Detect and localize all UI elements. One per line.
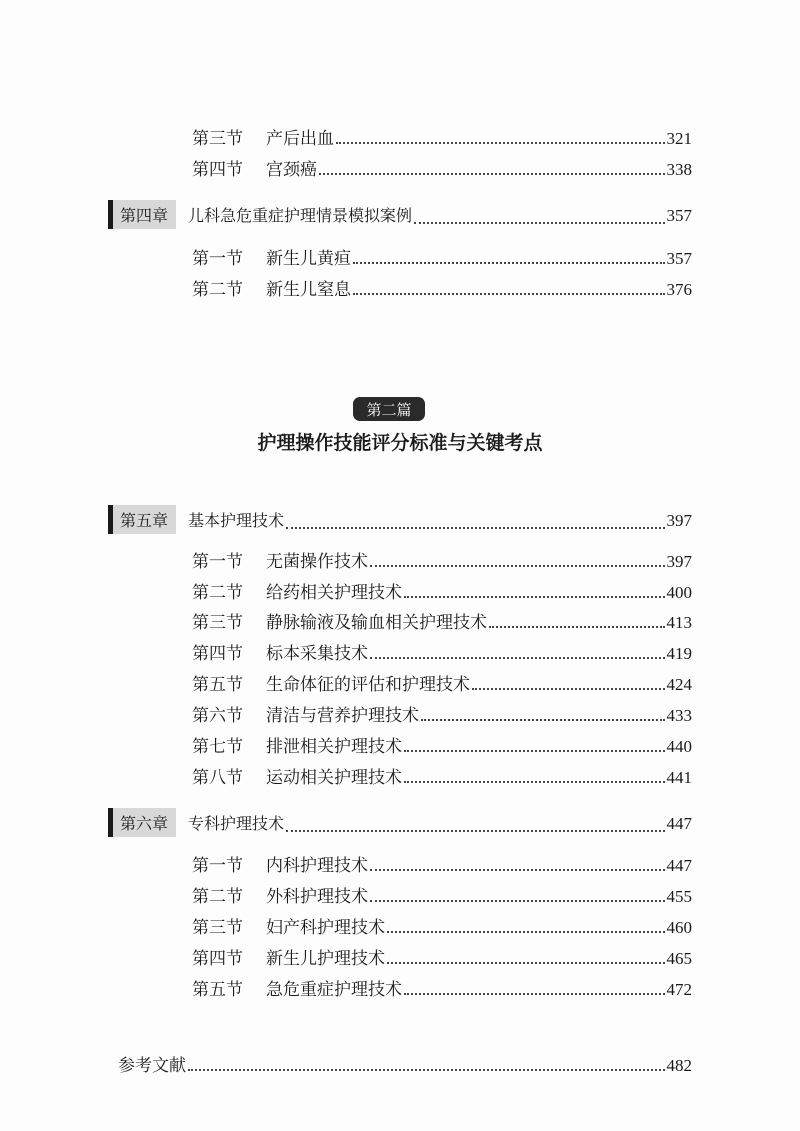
- chapter-title: 专科护理技术: [188, 814, 285, 833]
- section-number: 第二节: [192, 583, 243, 603]
- section-number: 第一节: [192, 249, 243, 269]
- chapter-label: 第六章: [108, 808, 176, 837]
- section-title: 标本采集技术: [266, 644, 368, 664]
- dot-leader: [336, 142, 665, 144]
- section-title: 宫颈癌: [266, 160, 317, 180]
- dot-leader: [370, 900, 665, 902]
- toc-entry[interactable]: [192, 913, 692, 938]
- section-number: 第五节: [192, 675, 243, 695]
- chapter-title: 基本护理技术: [188, 511, 285, 530]
- page-number: 447: [666, 814, 692, 833]
- toc-entry[interactable]: [192, 701, 692, 726]
- page-number: 441: [666, 768, 692, 787]
- references-entry[interactable]: [118, 1051, 692, 1076]
- dot-leader: [387, 931, 665, 933]
- section-title: 清洁与营养护理技术: [266, 706, 419, 726]
- page-number: 400: [666, 583, 692, 602]
- dot-leader: [421, 719, 665, 721]
- section-title: 排泄相关护理技术: [266, 737, 402, 757]
- page-number: 472: [666, 980, 692, 999]
- section-title: 外科护理技术: [266, 887, 368, 907]
- chapter-entry-6[interactable]: [108, 808, 692, 837]
- page-number: 433: [666, 706, 692, 725]
- page-number: 413: [666, 613, 692, 632]
- dot-leader: [370, 657, 665, 659]
- section-number: 第八节: [192, 768, 243, 788]
- page-number: 357: [666, 249, 692, 268]
- section-number: 第二节: [192, 887, 243, 907]
- section-title: 运动相关护理技术: [266, 768, 402, 788]
- section-number: 第四节: [192, 644, 243, 664]
- toc-entry[interactable]: [192, 275, 692, 300]
- chapter-entry-5[interactable]: [108, 505, 692, 534]
- page-number: 447: [666, 856, 692, 875]
- section-title: 生命体征的评估和护理技术: [266, 675, 470, 695]
- dot-leader: [404, 781, 665, 783]
- chapter-entry-4[interactable]: [108, 200, 692, 229]
- toc-entry[interactable]: [192, 763, 692, 788]
- toc-entry[interactable]: [192, 975, 692, 1000]
- dot-leader: [404, 993, 665, 995]
- dot-leader: [353, 262, 665, 264]
- page-number: 338: [666, 160, 692, 179]
- dot-leader: [370, 869, 665, 871]
- toc-entry[interactable]: [192, 670, 692, 695]
- page-number: 357: [666, 206, 692, 225]
- dot-leader: [472, 688, 665, 690]
- dot-leader: [489, 626, 665, 628]
- section-title: 产后出血: [266, 129, 334, 149]
- toc-entry[interactable]: [192, 608, 692, 633]
- page-number: 321: [666, 129, 692, 148]
- references-title: 参考文献: [118, 1056, 186, 1076]
- toc-entry[interactable]: [192, 639, 692, 664]
- section-number: 第一节: [192, 856, 243, 876]
- section-number: 第四节: [192, 949, 243, 969]
- page-number: 455: [666, 887, 692, 906]
- page-number: 424: [666, 675, 692, 694]
- page-number: 419: [666, 644, 692, 663]
- dot-leader: [387, 962, 665, 964]
- page-number: 440: [666, 737, 692, 756]
- dot-leader: [286, 830, 664, 832]
- dot-leader: [286, 527, 664, 529]
- section-number: 第三节: [192, 129, 243, 149]
- dot-leader: [404, 596, 665, 598]
- dot-leader: [188, 1069, 665, 1071]
- section-number: 第二节: [192, 280, 243, 300]
- toc-entry[interactable]: [192, 578, 692, 603]
- section-number: 第一节: [192, 552, 243, 572]
- section-number: 第四节: [192, 160, 243, 180]
- page-number: 397: [666, 552, 692, 571]
- part-label: 第二篇: [353, 397, 425, 421]
- chapter-label: 第四章: [108, 200, 176, 229]
- section-title: 妇产科护理技术: [266, 918, 385, 938]
- dot-leader: [404, 750, 665, 752]
- dot-leader: [319, 173, 665, 175]
- section-number: 第六节: [192, 706, 243, 726]
- section-title: 急危重症护理技术: [266, 980, 402, 1000]
- page-number: 376: [666, 280, 692, 299]
- page-number: 465: [666, 949, 692, 968]
- page-number: 460: [666, 918, 692, 937]
- dot-leader: [353, 293, 665, 295]
- toc-entry[interactable]: [192, 732, 692, 757]
- dot-leader: [370, 565, 665, 567]
- toc-entry[interactable]: [192, 124, 692, 149]
- section-title: 静脉输液及输血相关护理技术: [266, 613, 487, 633]
- section-title: 内科护理技术: [266, 856, 368, 876]
- section-title: 给药相关护理技术: [266, 583, 402, 603]
- section-number: 第七节: [192, 737, 243, 757]
- section-title: 新生儿黄疸: [266, 249, 351, 269]
- toc-entry[interactable]: [192, 882, 692, 907]
- dot-leader: [414, 222, 664, 224]
- chapter-label: 第五章: [108, 505, 176, 534]
- section-title: 新生儿护理技术: [266, 949, 385, 969]
- section-number: 第三节: [192, 918, 243, 938]
- toc-entry[interactable]: [192, 155, 692, 180]
- toc-entry[interactable]: [192, 244, 692, 269]
- page-number: 397: [666, 511, 692, 530]
- toc-entry[interactable]: [192, 547, 692, 572]
- section-title: 无菌操作技术: [266, 552, 368, 572]
- toc-entry[interactable]: [192, 851, 692, 876]
- chapter-title: 儿科急危重症护理情景模拟案例: [188, 206, 413, 225]
- section-number: 第五节: [192, 980, 243, 1000]
- section-title: 新生儿窒息: [266, 280, 351, 300]
- page-number: 482: [666, 1056, 692, 1075]
- section-number: 第三节: [192, 613, 243, 633]
- part-title: 护理操作技能评分标准与关键考点: [257, 432, 543, 454]
- toc-entry[interactable]: [192, 944, 692, 969]
